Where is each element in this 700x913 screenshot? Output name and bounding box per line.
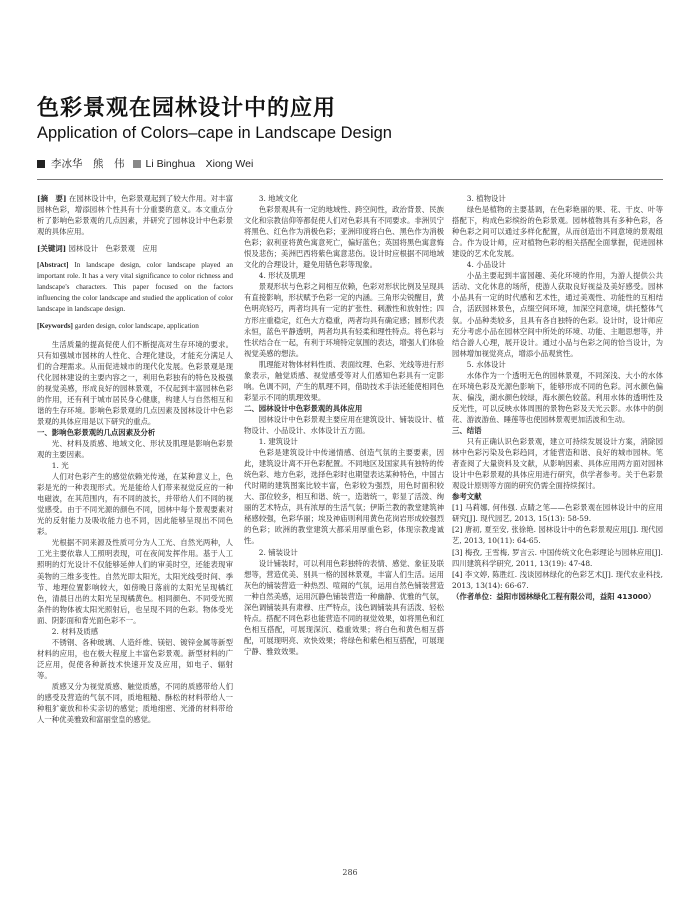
page-number: 286: [342, 868, 358, 877]
paragraph: 光根据不同来源及性质可分为人工光、自然光两种，人工光主要依靠人工照明表现，可在夜间发挥作用。基于人工照明的灯光设计不仅能够延伸人们的审美时空，还能表现审美物的三维多变性。自然光即太阳光，太阳光线受时间、季节、地理位置影响较大，如傍晚日落前的太阳光呈现橘红色，清晨日出的太阳光呈现橘黄色。相同颜色、不同受光照条件的物体被太阳光照射后，也呈现不同的色彩。物体受光面、阴影面和背光面色彩不一。: [37, 538, 233, 625]
subsection-heading: 4. 形状及肌理: [258, 271, 306, 281]
paragraph: 色彩景观具有一定的地域性、跨空间性，政治背景、民族文化和宗教信仰等都促使人们对色彩具有不同要求。非洲贝宁将黑色、红色作为消极色彩；亚洲印度将白色、黑色作为消极色彩；叙利亚将黄色寓意死亡，偏好蓝色；英国将黑色寓意悔恨及悲伤；美洲巴西将紫色寓意悲伤。设计时应根据不同地域文化的合理设计，避免用错色彩等现象。: [244, 205, 444, 270]
paragraph: 绿色是植物的主要基调，在色彩艳丽的果、花、干皮、叶等搭配下，构成色彩缤纷的色彩景观。园林植物具有多种色彩，各种色彩之间可以通过多样化配置，从而创造出不同意境的景观组合。作为设计师，应对植物色彩的相关搭配全面掌握，促进园林建设的艺术化发展。: [452, 205, 663, 259]
reference-item: [2] 唐初, 夏至安, 张徐艳. 园林设计中的色彩景观应用[J]. 现代园艺, 2013, 10(11): 64-65.: [452, 525, 663, 546]
column-3: [452, 193, 663, 602]
keywords-zh-label: [关键词]: [37, 244, 67, 254]
keywords-en-text: garden design, color landscape, application: [74, 322, 199, 331]
keywords-en-label: [Keywords]: [37, 322, 73, 331]
reference-item: [1] 马莉娜, 何伟强. 点睛之笔——色彩景观在园林设计中的应用研究[J]. 现代园艺, 2013, 15(13): 58-59.: [452, 503, 663, 524]
author-affiliation: （作者单位：益阳市园林绿化工程有限公司，益阳 413000）: [452, 591, 656, 601]
paragraph: 只有正确认识色彩景观，建立可持续发展设计方案，消除园林中色彩污染及色彩趋同，才能营造和谐、良好的城市园林。笔者查阅了大量资料及文献，从影响因素、具体应用两方面对园林设计中色彩景观的具体应用进行研究，供学者参考。关于色彩景观设计原则等方面的研究仍需全面持续探讨。: [452, 437, 663, 491]
reference-item: [4] 李文婷, 陈胜红. 浅谈园林绿化的色彩艺术[J]. 现代农业科技, 2013, 13(14): 66-67.: [452, 569, 663, 590]
abstract-en-text: In landscape design, color landscape played an important role. It has a very vital significance to color richness and landscape's characters. This paper focused on the factors influencing the color landscape and studied the application of color landscape in landscape design.: [37, 261, 233, 314]
authors-zh: 李冰华 熊 伟: [51, 158, 125, 170]
abstract-zh-label: [摘 要]: [37, 194, 67, 203]
paragraph: 肌理能对物体材料性质、表面纹理、色彩、光线等进行形象表示，触觉质感、视觉感受等对人们感知色彩具有一定影响。色调不同，产生的肌理不同，借助技术手法还能使相同色彩显示不同的肌理效果。: [244, 359, 444, 402]
subsection-heading: 4. 小品设计: [466, 260, 506, 270]
subsection-heading: 1. 建筑设计: [258, 437, 298, 447]
subsection-heading: 1. 光: [51, 461, 69, 471]
subsection-heading: 2. 铺装设计: [258, 547, 298, 557]
abstract-zh-text: 在园林设计中，色彩景观起到了较大作用。对丰富园林色彩，增添园林个性具有十分重要的意义。本文重点分析了影响色彩景观的几点因素，并研究了园林设计中色彩景观的具体应用。: [37, 194, 233, 237]
column-2: [244, 193, 444, 657]
title-zh: 色彩景观在园林设计中的应用: [37, 96, 337, 121]
column-1: [37, 193, 233, 725]
paragraph: 色彩是建筑设计中传递情感、创造气氛的主要要素，因此，建筑设计离不开色彩配置。不同地区及国家具有独特的传统色彩、地方色彩，选择色彩时也期望表达某种特色，中国古代时期的建筑图案比较丰富，色彩较为强烈，用色时面积较大、部位较多，相互和谐、统一，造谐统一，彰显了活泼、绚丽的艺术特点，具有浓厚的生活气氛；伊斯兰教的教堂建筑神秘感较强，色彩华丽；埃及神庙则利用黄色花岗岩形成较强烈的色彩；欧洲的教堂建筑大都采用厚重色彩，体现宗教虔诚性。: [244, 448, 444, 546]
section-3-heading: 三、结语: [452, 425, 482, 435]
paragraph: 水体作为一个透明无色的园林景观，不同深浅、大小的水体在环境色彩及光源色影响下，能够形成不同的色彩。河水颜色偏灰、偏浅，湖水颜色较绿，海水颜色较蓝。利用水体的透明性及反光性，可以反映水体周围的景物色彩及天光云影。水体中的倒花、游波游鱼、睡莲等也使园林景观更加活波和生动。: [452, 370, 663, 424]
paragraph: 设计铺装时，可以利用色彩独特的表情、感觉、象征及联想等，营造优美、别具一格的园林景观，丰富人们生活。运用灰色的铺装营造一种热烈、喧闹的气氛，运用自然色铺装营造一种自然美感，运用沉静色铺装营造一种幽静、优雅的气氛，深色调铺装具有肃穆、庄严特点，浅色调铺装具有活泼、轻松特点。搭配不同色彩也能营造不同的视觉效果，如将黑色和红色相互搭配，可展现深沉、稳重效果；将白色和黄色相互搭配，可展现明亮、欢快效果；将绿色和紫色相互搭配，可展现宁静、雅致效果。: [244, 558, 444, 656]
keywords-zh: [37, 243, 233, 254]
subsection-heading: 2. 材料及质感: [51, 626, 99, 636]
keywords-en: [37, 321, 233, 332]
abstract-en-label: [Abstract]: [37, 261, 69, 270]
reference-item: [3] 梅孜, 王雪梅, 罗言云. 中国传统文化色彩理论与园林应用[J]. 四川建筑科学研究, 2011, 13(19): 47-48.: [452, 547, 663, 568]
header-divider: [37, 179, 663, 180]
keywords-zh-text: 园林设计 色彩景观 应用: [68, 244, 158, 254]
section-1-heading: 一、影响色彩景观的几点因素及分析: [37, 427, 156, 437]
section-2-heading: 二、园林设计中色彩景观的具体应用: [244, 403, 363, 413]
paragraph: 小品主要起到丰富园趣、美化环境的作用，为游人提供公共活动、文化休息的场所，使游人获取良好视益及美好感受。园林小品具有一定的时代感和艺术性，通过美观性、功能性的互相结合，活跃园林景色，点缀空间环境，加深空间意境，烘托整体气氛。小品种类较多，且具有各自独特的色彩。设计时，设计师应充分考虑小品在园林空间中所处的环境、功能、主题思想等，并结合游人心理，展开设计。通过小品与色彩之间的恰当设计，为园林增加视觉亮点，增添小品观赏性。: [452, 271, 663, 358]
authors-en: Li Binghua Xiong Wei: [145, 158, 254, 170]
paragraph: 光、材料及质感、地域文化、形状及肌理是影响色彩景观的主要因素。: [37, 438, 233, 459]
paragraph: 不锈钢、各种玻璃、人造纤维、镁铝、镀锌金属等新型材料的应用，也在极大程度上丰富色彩景观。新型材料的广泛应用，促使各种新技术快速开发及应用，如电子、辐射等。: [37, 637, 233, 680]
title-en: Application of Colors–cape in Landscape Design: [37, 124, 392, 142]
subsection-heading: 3. 植物设计: [466, 194, 506, 203]
authors-line: [37, 156, 253, 171]
paragraph: 人们对色彩产生的感觉依赖光传递，在某种意义上，色彩是光的一种表现形式。光是能给人们带来视觉反应的一种电磁波，在其范围内，有不同的波长，并带给人们不同的视觉感受。由于不同光源的颜色不同，园林中每个景观要素对光的反射能力及吸收能力也不同，因此能够呈现出不同色彩。: [37, 472, 233, 537]
subsection-heading: 5. 水体设计: [466, 359, 506, 369]
paragraph: 园林设计中色彩景观主要应用在建筑设计、铺装设计、植物设计、小品设计、水体设计五方面。: [244, 414, 444, 435]
abstract-zh: [37, 193, 233, 237]
square-bullet-icon: [133, 160, 141, 168]
subsection-heading: 3. 地域文化: [258, 194, 298, 203]
square-bullet-icon: [37, 160, 45, 168]
abstract-en: [37, 260, 233, 315]
references-heading: 参考文献: [452, 492, 482, 502]
intro-paragraph: 生活质量的提高促使人们不断提高对生存环境的要求。只有如强城市园林的人性化、合理化建设，才能充分满足人们的合理需求。从而促进城市的现代化发展。色彩景观是现代化园林建设的主要内容之一，利用色彩独有的特色及极强的视觉美感，形成良好的园林景观，不仅起到丰富园林色彩的作用，还有利于城市居民身心健康，构建人与自然相互和谐的生存环境。影响色彩景观的几点因素及园林设计中色彩景观的具体应用是以下研究的重点。: [37, 339, 233, 426]
paragraph: 质感又分为视觉质感、触觉质感，不同的质感带给人们的感受及营造的气氛不同，质地粗糙、酥松的材料带给人一种粗犷豪放和朴实亲切的感觉；质地细密、光滑的材料带给人一种优美雅致和富丽堂皇的感觉。: [37, 681, 233, 725]
paragraph: 景观形状与色彩之间相互依赖，色彩对形状比例及呈现具有直接影响，形状赋予色彩一定的内涵。三角形尖锐醒目，黄色明亮轻巧，两者均具有一定的扩张性、刺激性和放射性；四方形庄重稳定，红色大方稳重，两者均具有确定感；圆形代表永恒，蓝色平静透明，两者均具有轻柔和理性特点。将色彩与性状结合在一起，有利于环境特定氛围的表达，增强人们体验视觉美感的想法。: [244, 282, 444, 358]
